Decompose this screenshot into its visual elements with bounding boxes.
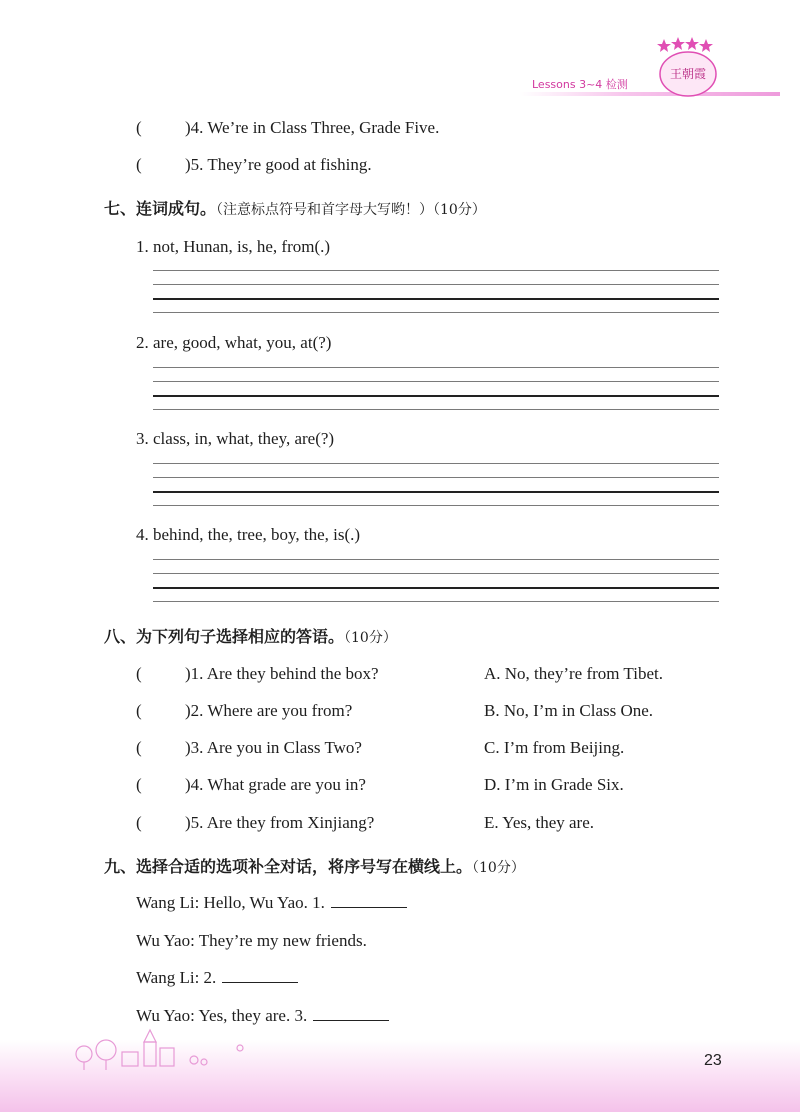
dialogue-line-4-text: Wu Yao: Yes, they are. 3. [136,1006,308,1025]
section-7-item-1: 1. not, Hunan, is, he, from(.) [136,237,331,256]
writing-line [153,270,719,271]
section-8-question-1: )1. Are they behind the box? [185,664,379,683]
writing-line [153,284,719,285]
writing-line [153,477,719,478]
writing-line [153,463,719,464]
section-8-answer-e: E. Yes, they are. [484,813,595,832]
section-7-item-3: 3. class, in, what, they, are(?) [136,429,335,448]
dialogue-line-2: Wu Yao: They’re my new friends. [136,931,367,950]
prev-item-5: )5. They’re good at fishing. [185,155,372,174]
section-8-answer-b: B. No, I’m in Class One. [484,701,654,720]
answer-paren: ( [136,155,142,174]
writing-line [153,395,719,397]
castle-badge-icon [652,36,724,100]
section-8-question-3: )3. Are you in Class Two? [185,738,362,757]
section-8-note: （10分） [344,630,397,646]
section-7-note: （注意标点符号和首字母大写哟！）（10分） [216,202,486,218]
writing-line [153,298,719,300]
writing-line [153,505,719,506]
section-8-answer-c: C. I’m from Beijing. [484,738,625,757]
answer-paren: ( [136,775,142,794]
answer-blank-3[interactable] [313,1006,389,1021]
writing-line [153,587,719,589]
svg-text:王朝霞: 王朝霞 [669,67,707,81]
answer-paren: ( [136,118,142,137]
section-7-title: 七、连词成句。 [104,199,217,218]
section-8-question-5: )5. Are they from Xinjiang? [185,813,375,832]
dialogue-line-1-text: Wang Li: Hello, Wu Yao. 1. [136,893,325,912]
prev-item-4: )4. We’re in Class Three, Grade Five. [185,118,440,137]
answer-paren: ( [136,701,142,720]
answer-paren: ( [136,813,142,832]
footer-castle-illustration-icon [70,1026,250,1070]
section-7-item-4: 4. behind, the, tree, boy, the, is(.) [136,525,361,544]
writing-line [153,367,719,368]
section-8-title: 八、为下列句子选择相应的答语。 [104,627,345,646]
section-8-question-2: )2. Where are you from? [185,701,353,720]
writing-line [153,573,719,574]
dialogue-line-1 [136,893,407,913]
writing-line [153,381,719,382]
writing-line [153,601,719,602]
section-8-answer-d: D. I’m in Grade Six. [484,775,624,794]
section-9-title: 九、选择合适的选项补全对话，将序号写在横线上。 [104,857,473,876]
section-8-answer-a: A. No, they’re from Tibet. [484,664,663,683]
page-number: 23 [704,1052,722,1069]
section-7-item-2: 2. are, good, what, you, at(?) [136,333,332,352]
section-7-heading [104,199,486,220]
header-band [520,92,780,96]
writing-line [153,559,719,560]
dialogue-line-3 [136,968,298,988]
writing-line [153,312,719,313]
section-8-question-4: )4. What grade are you in? [185,775,366,794]
section-8-heading [104,627,397,648]
section-9-heading [104,857,525,878]
answer-paren: ( [136,738,142,757]
answer-paren: ( [136,664,142,683]
answer-blank-2[interactable] [222,968,298,983]
section-9-note: （10分） [472,860,525,876]
header-lesson-label: Lessons 3~4 检测 [532,78,628,91]
writing-line [153,491,719,493]
dialogue-line-3-text: Wang Li: 2. [136,968,217,987]
dialogue-line-4 [136,1006,389,1026]
writing-line [153,409,719,410]
answer-blank-1[interactable] [331,893,407,908]
